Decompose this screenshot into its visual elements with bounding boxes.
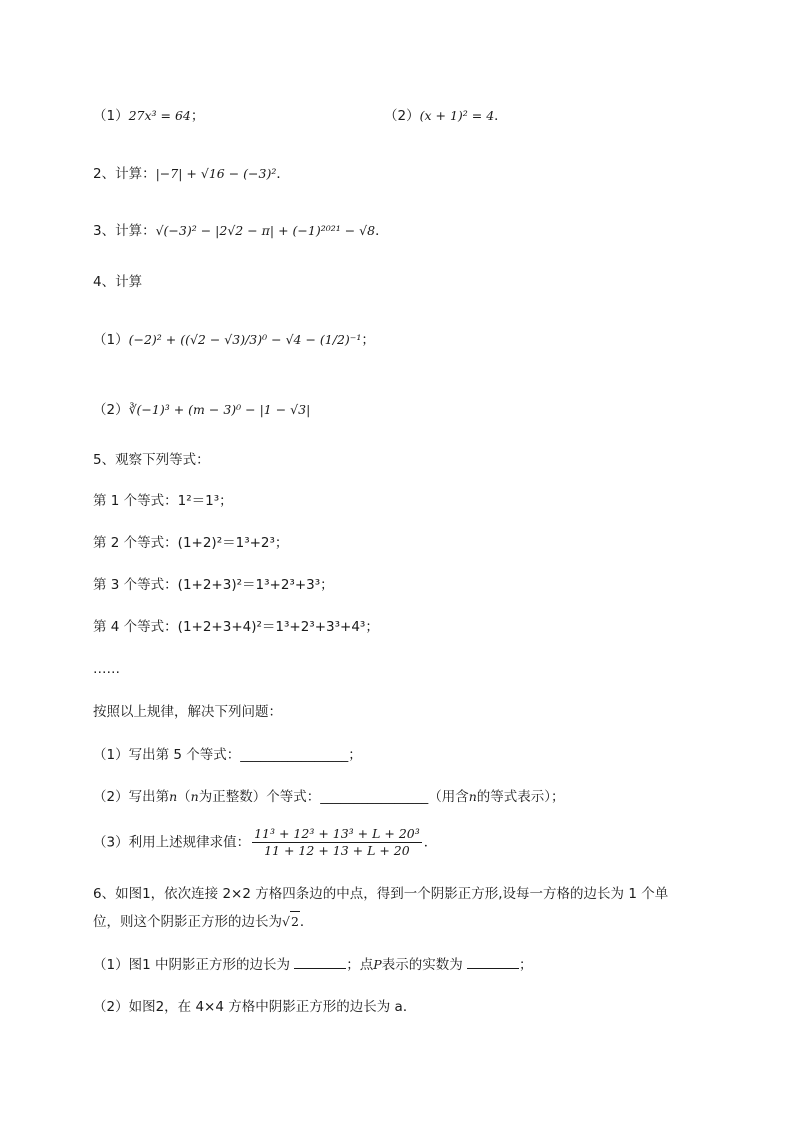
q5-s2-text-c: 为正整数）个等式：________________（用含 <box>198 789 469 805</box>
q6-line-1: 6、如图1，依次连接 2×2 方格四条边的中点，得到一个阴影正方形,设每一方格的边长为 1 个单 <box>93 886 669 902</box>
q1-part1-label: （1） <box>93 108 129 124</box>
q6-line2-end: ． <box>299 914 314 930</box>
q5-s2-text-d: 的等式表示）； <box>476 789 565 805</box>
q3-end: ． <box>375 223 389 239</box>
q5-label: 5、观察下列等式： <box>93 452 210 468</box>
q4-part2-label: （2） <box>93 402 129 418</box>
q5-equation-1: 第 1 个等式：1²＝1³； <box>93 493 233 509</box>
q5-equation-2: 第 2 个等式：(1+2)²＝1³+2³； <box>93 535 289 551</box>
q1-part1-end: ； <box>190 108 205 124</box>
q1-part2-label: （2） <box>384 108 420 124</box>
q5-s3-fraction <box>252 826 422 859</box>
q3-label: 3、计算： <box>93 223 156 239</box>
q6-s1-text-a: （1）图1 中阴影正方形的边长为 <box>93 957 290 973</box>
q1-line <box>93 106 204 126</box>
q2-line <box>93 164 290 184</box>
q6-s1-text-d: ； <box>519 957 533 973</box>
q1-part1-expr: 27x³ = 64 <box>128 108 191 123</box>
q4-label: 4、计算 <box>93 274 143 290</box>
q2-end: ． <box>276 166 290 182</box>
q5-subquestion-2 <box>93 787 565 807</box>
q2-label: 2、计算： <box>93 166 156 182</box>
q5-s3-denominator: 11 + 12 + 13 + L + 20 <box>264 843 410 858</box>
q5-s3-numerator: 11³ + 12³ + 13³ + L + 20³ <box>254 826 420 841</box>
q5-equation-3: 第 3 个等式：(1+2+3)²＝1³+2³+3³； <box>93 577 334 593</box>
q6-s1-blank-2[interactable] <box>467 954 519 969</box>
q5-s2-var-1: n <box>169 789 178 804</box>
q4-part2-expr: ∛(−1)³ + (m − 3)⁰ − |1 − √3| <box>128 402 311 417</box>
q5-equation-4: 第 4 个等式：(1+2+3+4)²＝1³+2³+3³+4³； <box>93 619 379 635</box>
q6-line2-text: 位，则这个阴影正方形的边长为 <box>93 914 282 930</box>
q6-sqrt2-radicand: 2 <box>290 911 300 932</box>
q3-expr: √(−3)² − |2√2 − π| + (−1)²⁰²¹ − √8 <box>155 223 376 238</box>
q5-s3-text: （3）利用上述规律求值： <box>93 834 251 851</box>
q6-s1-text-c: 表示的实数为 <box>381 957 463 973</box>
q2-expr: |−7| + √16 − (−3)² <box>155 166 277 181</box>
q5-ellipsis: …… <box>93 661 120 677</box>
q1-part2-end: ． <box>494 108 508 124</box>
q6-s1-blank-1[interactable] <box>294 954 346 969</box>
q4-part1-label: （1） <box>93 332 129 348</box>
q1-part2 <box>384 106 508 126</box>
q6-subquestion-1 <box>93 954 533 975</box>
q6-sqrt2: √2 <box>282 914 300 929</box>
q1-part2-expr: (x + 1)² = 4 <box>419 108 495 123</box>
q5-subquestion-3 <box>93 826 437 859</box>
q3-line <box>93 221 389 241</box>
q4-part1-end: ； <box>361 332 375 348</box>
q5-subquestion-1: （1）写出第 5 个等式：________________； <box>93 747 362 763</box>
q4-part1-expr: (−2)² + ((√2 − √3)/3)⁰ − √4 − (1/2)⁻¹ <box>128 332 362 347</box>
q5-s2-var-2: n <box>190 789 199 804</box>
q5-s2-var-3: n <box>468 789 477 804</box>
q5-s2-text-b: （ <box>177 789 191 805</box>
q6-subquestion-2: （2）如图2，在 4×4 方格中阴影正方形的边长为 a． <box>93 999 417 1015</box>
q6-s1-text-b: ；点 <box>346 957 374 973</box>
q6-s1-point-p: P <box>373 957 382 972</box>
q5-instruction: 按照以上规律，解决下列问题： <box>93 704 282 720</box>
q4-part2 <box>93 400 310 420</box>
q6-line-2 <box>93 911 313 932</box>
q4-part1 <box>93 330 375 350</box>
q5-s3-end: ． <box>423 834 438 851</box>
q5-s2-text-a: （2）写出第 <box>93 789 170 805</box>
